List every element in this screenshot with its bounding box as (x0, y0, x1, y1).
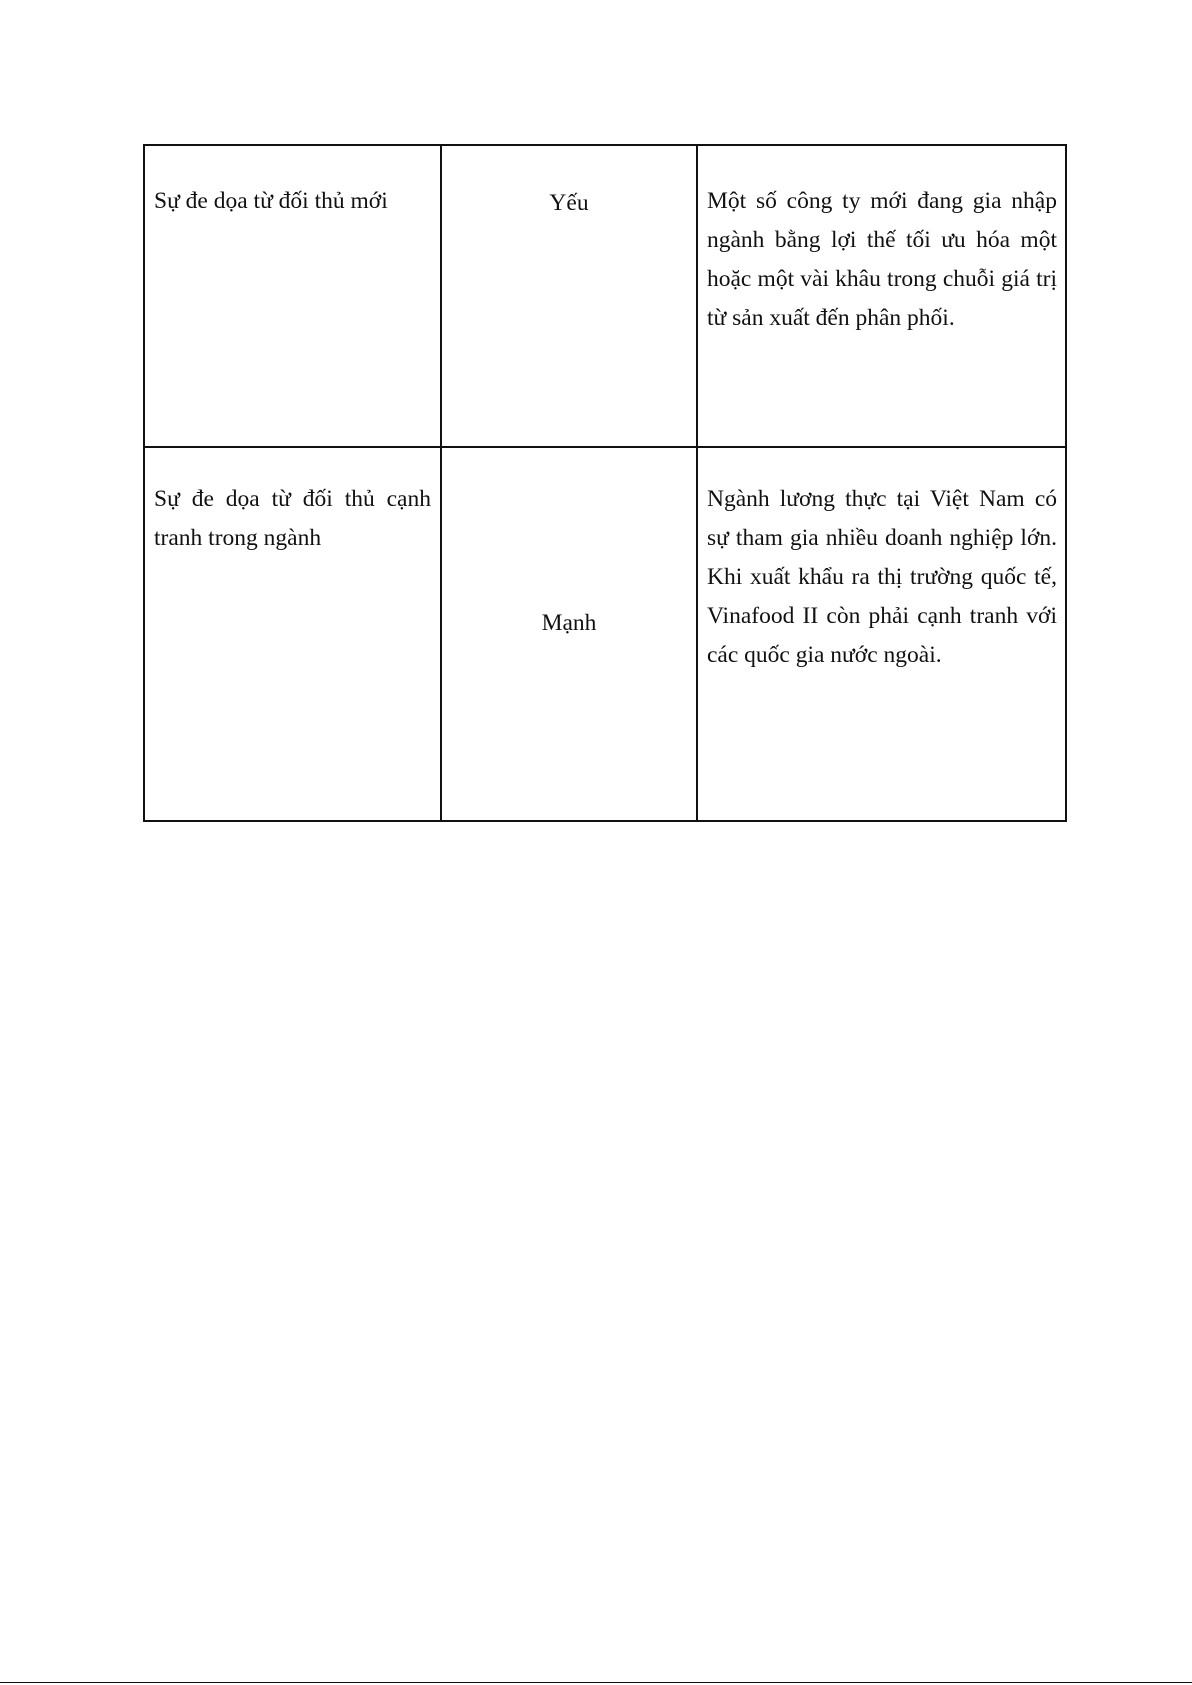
description-cell: Ngành lương thực tại Việt Nam có sự tham gia nhiều doanh nghiệp lớn. Khi xuất khẩu ra thị trường quốc tế, Vinafood II còn phải cạnh tranh với các quốc gia nước ngoài. (697, 447, 1066, 821)
level-cell: Mạnh (441, 447, 697, 821)
level-cell: Yếu (441, 145, 697, 447)
page-bottom-rule (0, 1682, 1192, 1683)
factor-cell: Sự đe dọa từ đối thủ cạnh tranh trong ngành (144, 447, 441, 821)
description-cell: Một số công ty mới đang gia nhập ngành bằng lợi thế tối ưu hóa một hoặc một vài khâu trong chuỗi giá trị từ sản xuất đến phân phối. (697, 145, 1066, 447)
factor-cell: Sự đe dọa từ đối thủ mới (144, 145, 441, 447)
table-row (144, 145, 1066, 447)
table-row (144, 447, 1066, 821)
competitive-forces-table (143, 144, 1067, 822)
